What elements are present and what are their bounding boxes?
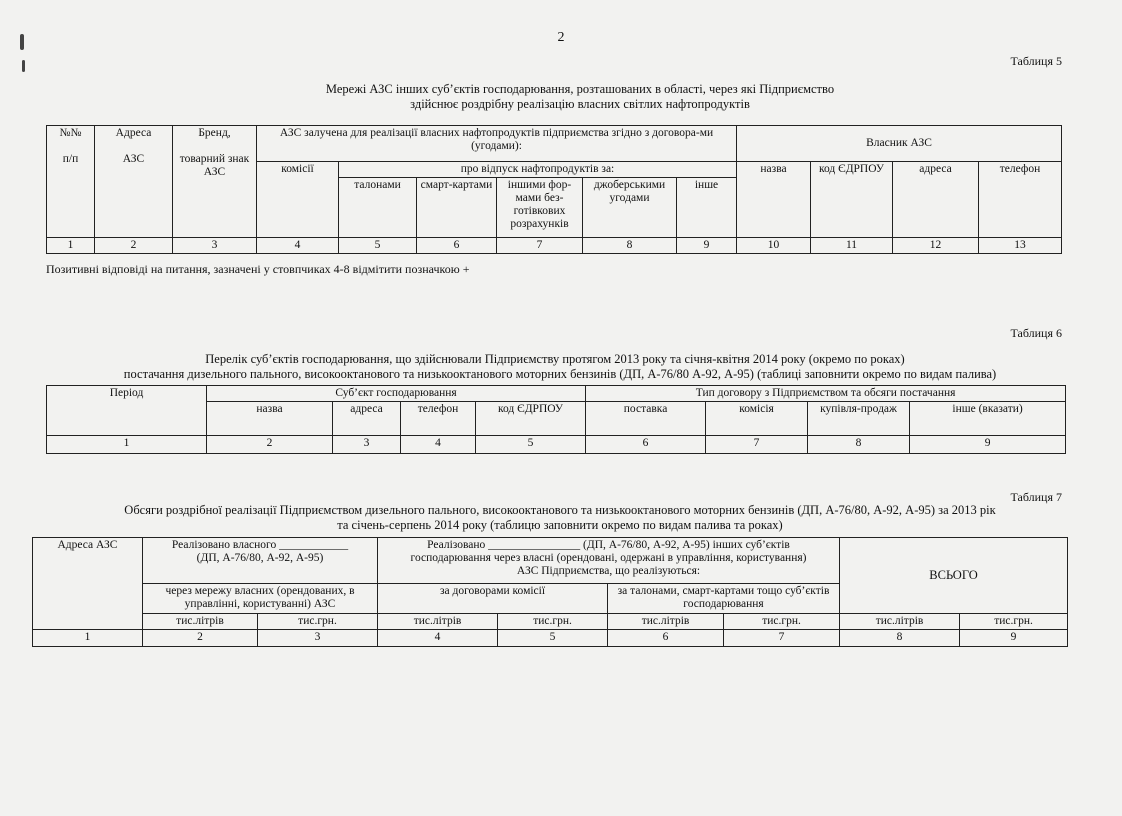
table7	[32, 537, 1068, 647]
t7-others-header: Реалізовано ________________ (ДП, А-76/80, А-92, А-95) інших суб’єктів господарювання через власні (орендовані, одержані в управління, користування) АЗС Підприємства, що реалізуються:	[378, 538, 840, 584]
page-number: 2	[557, 30, 565, 45]
t5-other-header: інше	[677, 178, 737, 238]
table6-title-line2: постачання дизельного пального, високооктанового та низькооктанового моторних бензинів (ДП, А-76/80 А-92, А-95) (таблиці заповнити окремо по видам палива)	[123, 367, 997, 381]
t5-owner-name-header: назва	[737, 162, 811, 238]
table7-title-line1: Обсяги роздрібної реалізації Підприємством дизельного пального, високооктанового та низькооктанового моторних бензинів (ДП, А-76/80, А-92, А-95) за 2013 рік	[124, 503, 996, 517]
t5-col-number: 9	[677, 238, 737, 254]
t5-brand-header: Бренд, товарний знак АЗС	[173, 126, 257, 238]
t7-col-number: 9	[960, 630, 1068, 647]
t7-uah-header: тис.грн.	[724, 614, 840, 630]
t6-purchase-header: купівля-продаж	[808, 402, 910, 436]
t7-liters-header: тис.літрів	[608, 614, 724, 630]
t7-commission-contracts-header: за договорами комісії	[378, 584, 608, 614]
t6-phone-header: телефон	[401, 402, 476, 436]
t6-contract-header: Тип договору з Підприємством та обсяги постачання	[586, 386, 1066, 402]
t5-col-number: 1	[47, 238, 95, 254]
t5-col-number: 6	[417, 238, 497, 254]
t6-address-header: адреса	[333, 402, 401, 436]
t5-other-forms-header: іншими фор-мами без-готівкових розрахунків	[497, 178, 583, 238]
t7-uah-header: тис.грн.	[960, 614, 1068, 630]
t5-col-number: 7	[497, 238, 583, 254]
t7-own-network-header: через мережу власних (орендованих, в управлінні, користуванні) АЗС	[143, 584, 378, 614]
table5-note: Позитивні відповіді на питання, зазначені у стовпчиках 4-8 відмітити позначкою +	[46, 262, 470, 276]
t5-col-number: 5	[339, 238, 417, 254]
t5-jobber-header: джоберськими угодами	[583, 178, 677, 238]
t5-commission-header: комісії	[257, 162, 339, 238]
t5-col-number: 12	[893, 238, 979, 254]
t5-coupons-header: талонами	[339, 178, 417, 238]
t6-code-header: код ЄДРПОУ	[476, 402, 586, 436]
t7-col-number: 5	[498, 630, 608, 647]
t7-col-number: 6	[608, 630, 724, 647]
table6-label: Таблиця 6	[1010, 326, 1062, 340]
t6-subject-header: Суб’єкт господарювання	[207, 386, 586, 402]
t7-liters-header: тис.літрів	[840, 614, 960, 630]
table7-label: Таблиця 7	[1010, 490, 1062, 504]
t7-col-number: 1	[33, 630, 143, 647]
t5-col-number: 3	[173, 238, 257, 254]
t5-col-number: 4	[257, 238, 339, 254]
table6-title-line1: Перелік суб’єктів господарювання, що здійснювали Підприємству протягом 2013 року та січня-квітня 2014 року (окремо по роках)	[205, 352, 905, 366]
t7-col-number: 2	[143, 630, 258, 647]
t7-col-number: 3	[258, 630, 378, 647]
t6-name-header: назва	[207, 402, 333, 436]
table5-title-line1: Мережі АЗС інших суб’єктів господарювання, розташованих в області, через які Підприємство	[325, 82, 835, 96]
t5-col-number: 10	[737, 238, 811, 254]
t5-address-header: Адреса АЗС	[95, 126, 173, 238]
t6-col-number: 6	[586, 436, 706, 454]
table5	[46, 125, 1062, 254]
t6-other-header: інше (вказати)	[910, 402, 1066, 436]
t7-liters-header: тис.літрів	[143, 614, 258, 630]
t5-release-header: про відпуск нафтопродуктів за:	[339, 162, 737, 178]
t5-col-number: 2	[95, 238, 173, 254]
t7-uah-header: тис.грн.	[498, 614, 608, 630]
table5-title-line2: здійснює роздрібну реалізацію власних світлих нафтопродуктів	[410, 97, 750, 111]
t7-own-header: Реалізовано власного ____________ (ДП, А-76/80, А-92, А-95)	[143, 538, 378, 584]
t5-engaged-header: АЗС залучена для реалізації власних нафтопродуктів підприємства згідно з договора-ми (угодами):	[257, 126, 737, 162]
table7-title-line2: та січень-серпень 2014 року (таблицю заповнити окремо по видам палива та роках)	[337, 518, 783, 532]
t6-period-header: Період	[47, 386, 207, 436]
t6-col-number: 2	[207, 436, 333, 454]
t6-col-number: 9	[910, 436, 1066, 454]
t7-coupons-cards-header: за талонами, смарт-картами тощо суб’єктів господарювання	[608, 584, 840, 614]
t5-owner-header: Власник АЗС	[737, 126, 1062, 162]
t5-smartcards-header: смарт-картами	[417, 178, 497, 238]
t6-col-number: 4	[401, 436, 476, 454]
t5-num-header: №№ п/п	[47, 126, 95, 238]
t6-supply-header: поставка	[586, 402, 706, 436]
t7-col-number: 7	[724, 630, 840, 647]
t7-address-header: Адреса АЗС	[33, 538, 143, 630]
t5-col-number: 11	[811, 238, 893, 254]
t6-col-number: 8	[808, 436, 910, 454]
t7-uah-header: тис.грн.	[258, 614, 378, 630]
t6-col-number: 1	[47, 436, 207, 454]
t5-owner-code-header: код ЄДРПОУ	[811, 162, 893, 238]
t6-commission-header: комісія	[706, 402, 808, 436]
t7-liters-header: тис.літрів	[378, 614, 498, 630]
t5-owner-address-header: адреса	[893, 162, 979, 238]
t5-col-number: 13	[979, 238, 1062, 254]
t7-total-header: ВСЬОГО	[840, 538, 1068, 614]
t6-col-number: 5	[476, 436, 586, 454]
scan-mark	[22, 60, 25, 72]
t5-owner-phone-header: телефон	[979, 162, 1062, 238]
table6	[46, 385, 1066, 454]
table5-label: Таблиця 5	[1010, 54, 1062, 68]
t7-col-number: 8	[840, 630, 960, 647]
t6-col-number: 7	[706, 436, 808, 454]
t7-col-number: 4	[378, 630, 498, 647]
t6-col-number: 3	[333, 436, 401, 454]
t5-col-number: 8	[583, 238, 677, 254]
